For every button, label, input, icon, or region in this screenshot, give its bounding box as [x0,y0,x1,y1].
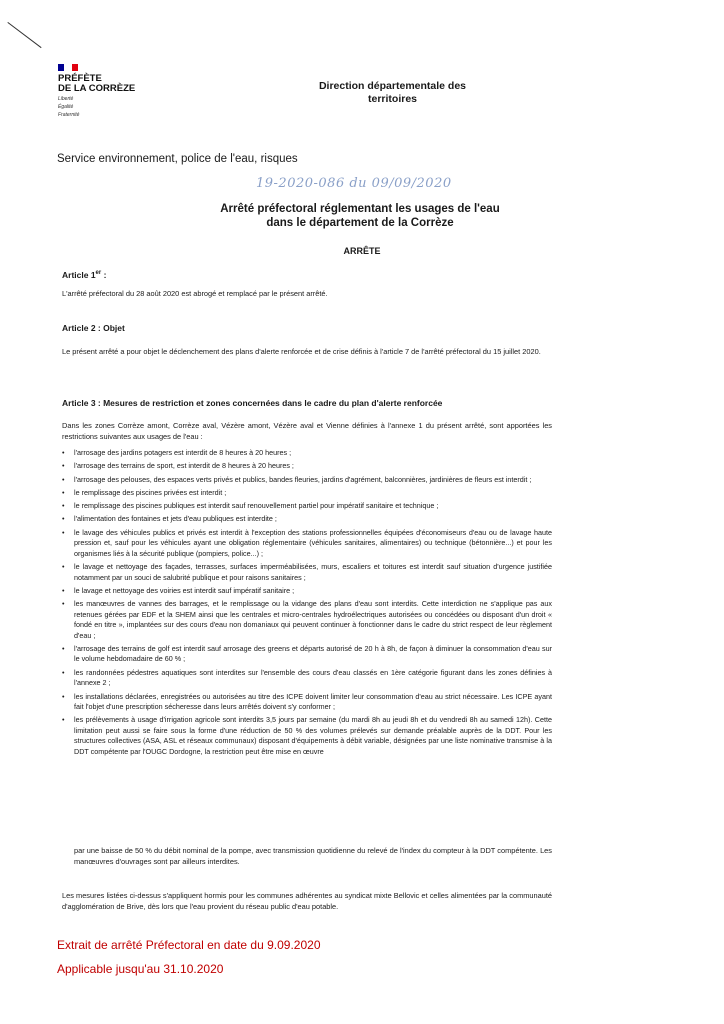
article1-heading-sup: er [95,270,102,277]
list-item: • le remplissage des piscines publiques est interdit sauf renouvellement partiel pour impératif sanitaire et technique ; [62,501,552,512]
list-item: • l'arrosage des jardins potagers est interdit de 8 heures à 20 heures ; [62,448,552,459]
article1-text: L'arrêté préfectoral du 28 août 2020 est abrogé et remplacé par le présent arrêté. [62,289,328,298]
motto-egalite: Égalité [58,104,74,110]
list-item: • l'alimentation des fontaines et jets d'eau publiques est interdite ; [62,514,552,525]
list-item: • les randonnées pédestres aquatiques sont interdites sur l'ensemble des cours d'eau classés en 1ère catégorie figurant dans les zones définies à l'annexe 2 ; [62,668,552,689]
scan-mark [7,22,41,48]
title-line2: dans le département de la Corrèze [266,217,454,229]
closing-paragraph: Les mesures listées ci-dessus s'appliquent hormis pour les communes adhérentes au syndicat mixte Bellovic et celles alimentées par la communauté d'agglomération de Brive, dès lors que l'eau provient du réseau public d'eau potable. [62,891,552,911]
validity-note: Applicable jusqu'au 31.10.2020 [57,962,224,976]
list-item: • le lavage des véhicules publics et privés est interdit à l'exception des stations professionnelles équipées d'économiseurs d'eau ou de lavage haute pression et, sauf pour les véhicules ayant une obligation réglementaire (véhicules sanitaires, alimentaires) ou technique (bétonnière...) et pour les organismes liés à la sécurité publique (pompiers, police...) ; [62,528,552,560]
list-item: • les prélèvements à usage d'irrigation agricole sont interdits 3,5 jours par semaine (du mardi 8h au jeudi 8h et du vendredi 8h au samedi 12h). Cette limitation peut aussi se faire sous la forme d'une réduction de 50 % des volumes prélevés sur demande préalable auprès de la DDT. Pour les structures collectives (ASA, ASL et réseaux communaux) disposant d'équipements à débit variable, désignées par une liste nominative transmise à la DDT compétente par l'OUGC Dordogne, la restriction peut être mise en œuvre [62,715,552,757]
logo-title-line1: PRÉFÈTE [58,73,102,84]
extract-note: Extrait de arrêté Préfectoral en date du 9.09.2020 [57,938,321,952]
list-item: • le lavage et nettoyage des façades, terrasses, surfaces imperméabilisées, murs, escaliers et toitures est interdit sauf situation d'urgence justifiée notamment par un souci de salubrité publique et pour raisons sanitaires ; [62,562,552,583]
arrete-label: ARRÊTE [343,246,381,256]
handwritten-reference: 19-2020-086 du 09/09/2020 [256,176,452,191]
motto-liberte: Liberté [58,96,74,102]
direction-line2: territoires [367,93,418,105]
flag-icon [58,64,135,71]
direction-header [300,80,485,106]
article2-text: Le présent arrêté a pour objet le déclenchement des plans d'alerte renforcée et de crise définis à l'article 7 de l'arrêté préfectoral du 15 juillet 2020. [62,347,541,356]
article1-heading-suffix: : [101,270,107,280]
article3-heading: Article 3 : Mesures de restriction et zones concernées dans le cadre du plan d'alerte renforcée [62,398,443,408]
irrigation-continuation: par une baisse de 50 % du débit nominal de la pompe, avec transmission quotidienne du relevé de l'index du compteur à la DDT compétente. Les manœuvres d'ouvrages sont par ailleurs interdites. [74,846,552,866]
list-item: • le lavage et nettoyage des voiries est interdit sauf impératif sanitaire ; [62,586,552,597]
article2-heading: Article 2 : Objet [62,323,125,333]
list-item: • le remplissage des piscines privées est interdit ; [62,488,552,499]
prefecture-logo [58,64,135,118]
motto-fraternite: Fraternité [58,112,80,118]
service-name: Service environnement, police de l'eau, risques [57,153,298,165]
article1-heading [62,270,106,280]
article1-heading-text: Article 1 [62,270,96,280]
list-item: • les installations déclarées, enregistrées ou autorisées au titre des ICPE doivent limiter leur consommation d'eau au strict nécessaire. Les ICPE ayant fait l'objet d'une prescription sécheresse dans leurs arrêtés doivent s'y conformer ; [62,692,552,713]
article3-intro: Dans les zones Corrèze amont, Corrèze aval, Vézère amont, Vézère aval et Vienne définies à l'annexe 1 du présent arrêté, sont apportées les restrictions suivantes aux usages de l'eau : [62,421,552,441]
list-item: • l'arrosage des pelouses, des espaces verts privés et publics, bandes fleuries, jardins d'agrément, balconnières, jardinières de fleurs est interdit ; [62,475,552,486]
logo-title-line2: DE LA CORRÈZE [58,83,136,94]
list-item: • les manœuvres de vannes des barrages, et le remplissage ou la vidange des plans d'eau sont interdits. Cette interdiction ne s'applique pas aux retenues gérées par EDF et la SHEM ainsi que les centrales et micro-centrales hydroélectriques autorisées ou concédées ou disposant d'un droit « fondé en titre », implantées sur des cours d'eau non domaniaux qui peuvent continuer à fonctionner dans le cadre du strict respect de leur règlement d'eau ; [62,599,552,641]
direction-line1: Direction départementale des [318,80,467,92]
document-title [170,202,550,230]
restriction-list [62,448,552,760]
list-item: • l'arrosage des terrains de sport, est interdit de 8 heures à 20 heures ; [62,461,552,472]
title-line1: Arrêté préfectoral réglementant les usages de l'eau [220,203,500,215]
list-item: • l'arrosage des terrains de golf est interdit sauf arrosage des greens et départs autorisé de 20 h à 8h, de façon à diminuer la consommation d'eau sur le volume hebdomadaire de 60 % ; [62,644,552,665]
